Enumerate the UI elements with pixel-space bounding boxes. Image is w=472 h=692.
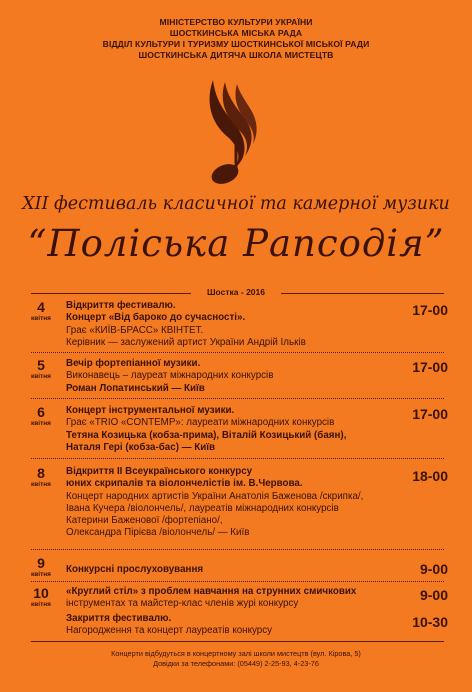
culture-department-line: ВІДДІЛ КУЛЬТУРИ І ТУРИЗМУ ШОСТКИНСЬКОЇ МІСЬКОЇ РАДИ <box>102 39 370 49</box>
entry-month: квітня <box>31 481 51 488</box>
entry-line: Відкриття ІІ Всеукраїнського конкурсу <box>66 466 253 477</box>
entry-date <box>26 586 56 608</box>
city-council-line: ШОСТКИНСЬКА МІСЬКА РАДА <box>169 28 303 38</box>
organizer-header <box>0 17 472 61</box>
entry-line: Конкурсні прослуховування <box>66 564 204 575</box>
entry-lines <box>66 564 396 576</box>
entry-time: 9-00 <box>419 561 448 577</box>
entry-month: квітня <box>31 571 51 578</box>
divider <box>31 352 444 353</box>
art-school-line: ШОСТКИНСЬКА ДИТЯЧА ШКОЛА МИСТЕЦТВ <box>138 50 334 60</box>
entry-date <box>26 300 56 322</box>
entry-time: 17-00 <box>412 406 448 422</box>
entry-month: квітня <box>31 373 51 380</box>
entry-line: інструментах та майстер-клас членів журі конкурсу <box>66 598 299 610</box>
entry-line: Виконавець – лауреат міжнародних конкурсів <box>66 370 274 382</box>
entry-day: 10 <box>33 585 49 601</box>
entry-day: 6 <box>37 404 45 420</box>
entry-line: Концерт «Від бароко до сучасності». <box>66 312 246 324</box>
entry-line: Відкриття фестивалю. <box>66 300 176 311</box>
entry-lines <box>66 405 396 454</box>
entry-month: квітня <box>31 601 51 608</box>
divider <box>31 581 444 582</box>
entry-line: юних скрипалів та віолончелістів ім. В.Червова. <box>66 478 303 490</box>
divider <box>31 641 444 642</box>
entry-day: 4 <box>37 299 45 315</box>
entry-line: Концерт інструментальної музики. <box>66 405 235 416</box>
divider <box>31 398 444 399</box>
ministry-line: МІНІСТЕРСТВО КУЛЬТУРИ УКРАЇНИ <box>159 17 313 27</box>
entry-date <box>26 405 56 427</box>
entry-line: Закриття фестивалю. <box>66 612 172 624</box>
entry-line: Олександра Пірієва /віолончель/ — Київ <box>66 527 250 539</box>
entry-lines <box>66 358 396 395</box>
musical-flame-note-icon <box>203 78 257 188</box>
venue-note: Концерти відбудуться в концертному залі школи мистецтв (вул. Кірова, 5) <box>111 649 361 658</box>
entry-line: Грає «TRIO «CONTEMP»: лауреати міжнародних конкурсів <box>66 417 335 429</box>
divider <box>31 458 444 459</box>
entry-line: Роман Лопатинський — Київ <box>66 382 205 394</box>
entry-line: Грає «КИЇВ-БРАСС» КВІНТЕТ. <box>66 324 204 336</box>
entry-date <box>26 358 56 380</box>
city-year: Шостка - 2016 <box>191 287 281 297</box>
entry-line: Катерини Баженової /фортепіано/, <box>66 515 223 527</box>
footer <box>0 649 472 669</box>
entry-line: Вечір фортепіанної музики. <box>66 358 201 369</box>
contact-phones: Довідки за телефонами: (05449) 2-25-93, 4-23-76 <box>153 659 319 668</box>
entry-lines <box>66 586 396 637</box>
entry-line: Керівник — заслужений артист України Андрій Ільків <box>66 336 306 348</box>
entry-day: 8 <box>37 465 45 481</box>
entry-time: 17-00 <box>412 359 448 375</box>
festival-title: XII фестиваль класичної та камерної музики <box>22 194 450 214</box>
entry-time: 18-00 <box>412 468 448 484</box>
entry-month: квітня <box>31 315 51 322</box>
entry-time: 17-00 <box>412 302 448 318</box>
entry-month: квітня <box>31 420 51 427</box>
entry-date <box>26 466 56 488</box>
entry-time: 10-30 <box>412 614 448 630</box>
entry-day: 5 <box>37 357 45 373</box>
entry-line: Тетяна Козицька (кобза-прима), Віталій Козицький (баян), <box>66 429 347 441</box>
festival-name: “Поліська Рапсодія” <box>27 222 445 265</box>
entry-lines <box>66 466 396 540</box>
entry-time: 9-00 <box>419 587 448 603</box>
entry-line: Нагородження та концерт лауреатів конкурсу <box>66 624 273 636</box>
entry-lines <box>66 300 396 349</box>
entry-line: Концерт народних артистів України Анатолія Баженова /скрипка/, <box>66 490 364 502</box>
entry-line: «Круглий стіл» з проблем навчання на струнних смичкових <box>66 586 357 597</box>
entry-date <box>26 556 56 578</box>
entry-day: 9 <box>37 555 45 571</box>
divider <box>31 549 444 550</box>
entry-line: Івана Кучера /віолончель/, лауреатів міжнародних конкурсів <box>66 502 339 514</box>
entry-line: Наталя Гері (кобза-бас) — Київ <box>66 441 215 453</box>
